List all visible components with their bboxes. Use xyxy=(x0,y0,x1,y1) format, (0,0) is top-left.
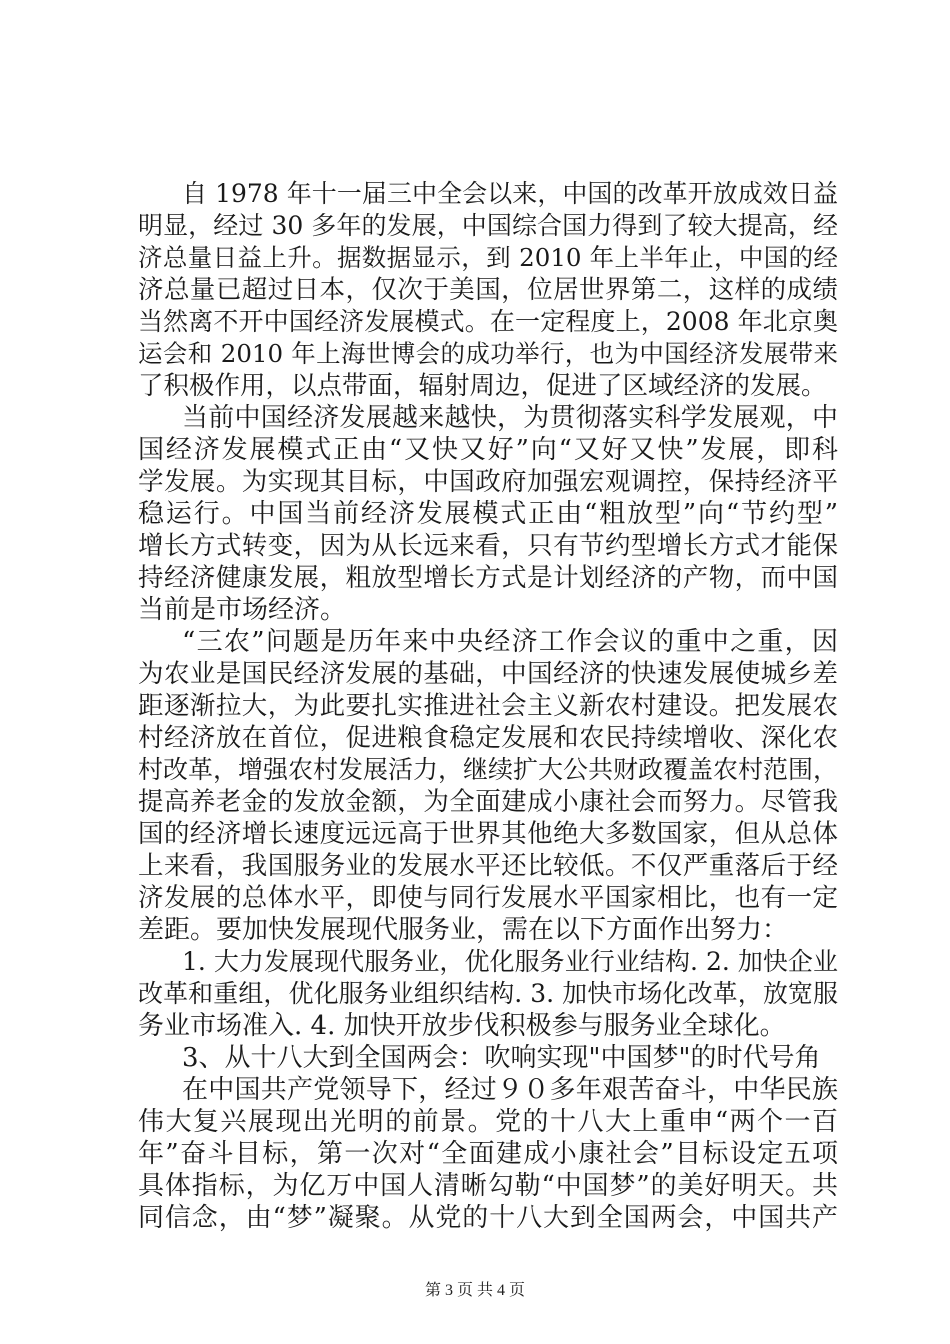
paragraph-3-line-7: 国的经济增长速度远远高于世界其他绝大多数国家，但从总体 xyxy=(138,819,838,849)
paragraph-6-line-1: 在中国共产党领导下，经过９０多年艰苦奋斗，中华民族 xyxy=(182,1075,838,1105)
paragraph-3-line-2: 为农业是国民经济发展的基础，中国经济的快速发展使城乡差 xyxy=(138,659,838,689)
paragraph-2-line-1: 当前中国经济发展越来越快，为贯彻落实科学发展观，中 xyxy=(182,403,838,433)
paragraph-4-line-1: 1. 大力发展现代服务业，优化服务业行业结构. 2. 加快企业 xyxy=(182,947,838,976)
paragraph-6-line-4: 具体指标，为亿万中国人清晰勾勒“中国梦”的美好明天。共 xyxy=(138,1171,838,1201)
paragraph-3-line-8: 上来看，我国服务业的发展水平还比较低。不仅严重落后于经 xyxy=(138,851,838,881)
paragraph-2-line-4: 稳运行。中国当前经济发展模式正由“粗放型”向“节约型” xyxy=(138,499,838,529)
paragraph-3-line-3: 距逐渐拉大，为此要扎实推进社会主义新农村建设。把发展农 xyxy=(138,691,838,721)
paragraph-6-line-2: 伟大复兴展现出光明的前景。党的十八大上重申“两个一百 xyxy=(138,1107,838,1137)
paragraph-3-line-6: 提高养老金的发放金额，为全面建成小康社会而努力。尽管我 xyxy=(138,787,838,817)
paragraph-1-line-1: 自 1978 年十一届三中全会以来，中国的改革开放成效日益 xyxy=(182,179,838,208)
paragraph-2-line-2: 国经济发展模式正由“又快又好”向“又好又快”发展，即科 xyxy=(138,435,838,465)
section-heading: 3、从十八大到全国两会：吹响实现"中国梦"的时代号角 xyxy=(182,1043,821,1073)
paragraph-6-line-5: 同信念，由“梦”凝聚。从党的十八大到全国两会，中国共产 xyxy=(138,1203,838,1233)
paragraph-2-line-5: 增长方式转变，因为从长远来看，只有节约型增长方式才能保 xyxy=(138,531,838,561)
paragraph-4-line-3: 务业市场准入. 4. 加快开放步伐积极参与服务业全球化。 xyxy=(138,1011,786,1041)
paragraph-1-line-4: 济总量已超过日本，仅次于美国，位居世界第二，这样的成绩 xyxy=(138,275,838,305)
paragraph-1-line-3: 济总量日益上升。据数据显示，到 2010 年上半年止，中国的经 xyxy=(138,243,838,272)
page-number-footer: 第 3 页 共 4 页 xyxy=(424,1282,525,1299)
paragraph-2-line-7: 当前是市场经济。 xyxy=(138,595,347,625)
paragraph-4-line-2: 改革和重组，优化服务业组织结构. 3. 加快市场化改革，放宽服 xyxy=(138,979,838,1008)
paragraph-1-line-7: 了积极作用，以点带面，辐射周边，促进了区域经济的发展。 xyxy=(138,371,827,401)
paragraph-3-line-10: 差距。要加快发展现代服务业，需在以下方面作出努力： xyxy=(138,915,789,945)
paragraph-2-line-3: 学发展。为实现其目标，中国政府加强宏观调控，保持经济平 xyxy=(138,467,838,497)
paragraph-6-line-3: 年”奋斗目标，第一次对“全面建成小康社会”目标设定五项 xyxy=(138,1139,838,1169)
paragraph-1-line-5: 当然离不开中国经济发展模式。在一定程度上，2008 年北京奥 xyxy=(138,307,838,336)
paragraph-3-line-4: 村经济放在首位，促进粮食稳定发展和农民持续增收、深化农 xyxy=(138,723,838,753)
paragraph-1-line-6: 运会和 2010 年上海世博会的成功举行，也为中国经济发展带来 xyxy=(138,339,838,368)
paragraph-2-line-6: 持经济健康发展，粗放型增长方式是计划经济的产物，而中国 xyxy=(138,563,838,593)
paragraph-1-line-2: 明显，经过 30 多年的发展，中国综合国力得到了较大提高，经 xyxy=(138,211,838,240)
paragraph-3-line-5: 村改革，增强农村发展活力，继续扩大公共财政覆盖农村范围， xyxy=(138,755,839,784)
paragraph-3-line-9: 济发展的总体水平，即使与同行发展水平国家相比，也有一定 xyxy=(138,883,838,913)
paragraph-3-line-1: “三农”问题是历年来中央经济工作会议的重中之重，因 xyxy=(182,627,838,657)
